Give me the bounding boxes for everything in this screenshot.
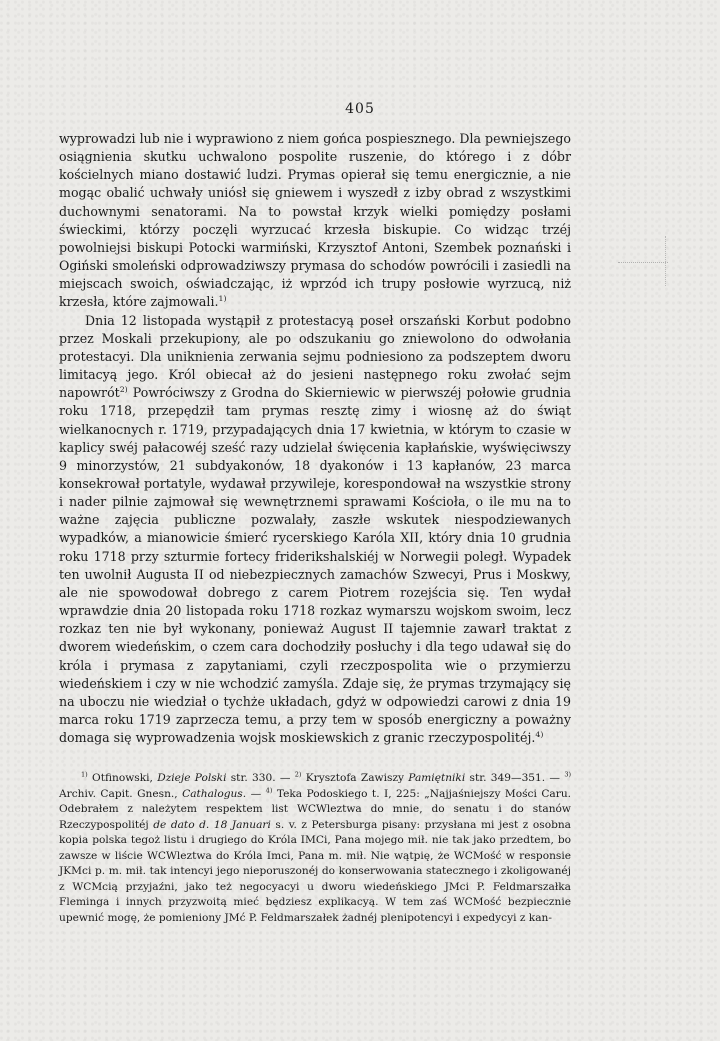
- paragraph-2: [59, 312, 571, 748]
- footnote-1-title: Dzieje Polski: [157, 772, 227, 784]
- footnote-2-title: Pamiętniki: [408, 772, 466, 784]
- footnote-ref-2[interactable]: 2): [119, 385, 128, 394]
- footnote-mark-3: 3): [564, 770, 572, 779]
- footnote-3-title: Cathalogus.: [182, 787, 247, 800]
- paragraph-1: [59, 130, 571, 312]
- footnote-4-text-b: s. v. z Petersburga pisany: przysłana mi jest z osobna kopia polska tegoż listu i drugiego do Króla IMCi, Pana mojego mił. nie tak jako przedtem, bo zawsze w liście WCWleztwa do Króla Imci, Pana m. mił. Nie wątpię, że WCMość w responsie JKMci p. m. mił. tak intencyi jego nieporuszonéj do konserwowania statecznego i zkoligowanéj z WCMcią przyjaźni, jako też negocyacyi u dworu wiedeńskiego JMci P. Feldmarszałka Fleminga i innych przyzwoitą mieć będziesz explikacyą. W tem zaś WCMość bezpiecznie upewnić mogę, że pomieniony JMć P. Feldmarszałek żadnéj plenipotencyi i expedycyi z kan-: [59, 818, 571, 924]
- footnote-3-ref: —: [250, 787, 262, 800]
- paragraph-1-text: wyprowadzi lub nie i wyprawiono z niem gońca pospiesznego. Dla pewniejszego osiągnienia skutku uchwalono pospolite ruszenie, do którego i z dóbr kościelnych miano dostawić ludzi. Prymas opierał się temu energicznie, a nie mogąc obalić uchwały uniósł się gniewem i wyszedł z izby obrad z wszystkimi duchownymi senatorami. Na to powstał krzyk wielki pomiędzy posłami świeckimi, którzy poczęli wyrzucać krzesła biskupie. Co widząc trzéj powolniejsi biskupi Potocki warmiński, Krzysztof Antoni, Szembek poznański i Ogiński smoleński odprowadziwszy prymasa do schodów powrócili i zasiedli na miejscach swoich, oświadczając, iż wprzód ich trupy posłowie wyrzucą, niż krzesła, które zajmowali.: [59, 131, 571, 310]
- paragraph-2-text-a: Dnia 12 listopada wystąpił z protestacyą poseł orszański Korbut podobno przez Moskali przekupiony, ale po odszukaniu go zniewolono do odwołania protestacyi. Dla uniknienia zerwania sejmu podniesiono za podszeptem dworu limitacyą jego. Król obiecał aż do jesieni następnego roku zwołać sejm napowrót: [59, 312, 571, 401]
- margin-pencil-mark-vertical: [665, 236, 667, 286]
- footnote-1-ref: str. 330. —: [230, 772, 291, 784]
- footnote-block: [59, 771, 571, 926]
- footnote-4-text-a: Teka Podoskiego t. I, 225: „Najjaśniejszy Mości Caru. Odebrałem z należytem respektem list WCWleztwa do mnie, do senatu i do stanów Rzeczypospolitéj: [59, 787, 572, 831]
- main-text: [59, 130, 571, 747]
- footnote-ref-1[interactable]: 1): [218, 294, 227, 304]
- footnote-2-author: Krysztofa Zawiszy: [305, 772, 405, 784]
- margin-pencil-mark: [618, 262, 668, 265]
- footnote-2-ref: str. 349—351. —: [469, 772, 561, 784]
- footnote-mark-1: 1): [81, 770, 88, 779]
- paragraph-2-text-b: Powróciwszy z Grodna do Skierniewic w pierwszéj połowie grudnia roku 1718, przepędził tam prymas resztę zimy i wiosnę aż do świąt wielkanocnych r. 1719, przypadających dnia 17 kwietnia, w którym to czasie w kaplicy swéj pałacowéj sześć razy udzielał święcenia kapłańskie, wyświęciwszy 9 minorzystów, 21 subdyakonów, 18 dyakonów i 13 kapłanów, 23 marca konsekrował portatyle, wydawał przywileje, korespondował na wszystkie strony i nader pilnie zajmował się wewnętrznemi sprawami Kościoła, o ile mu na to ważne zajęcia publiczne pozwalały, zaszłe wskutek niespodziewanych wypadków, a mianowicie śmierć rycerskiego Karóla XII, który dnia 10 grudnia roku 1718 przy szturmie fortecy friderikshalskiéj w Norwegii poległ. Wypadek ten uwolnił Augusta II od niebezpiecznych zamachów Szwecyi, Prus i Moskwy, ale nie spowodował dobrego z carem Piotrem rozejścia się. Ten wydał wprawdzie dnia 20 listopada roku 1718 rozkaz wymarszu wojskom swoim, lecz rozkaz ten nie był wykonany, ponieważ August II tajemnie zawarł traktat z dworem wiedeńskim, o czem cara dochodziły posłuchy i dla tego udawał się do króla i prymasa z zapytaniami, czyli rzeczpospolita wie o przymierzu wiedeńskiem i czy w nie wchodzić zamyśla. Zdaje się, że prymas trzymający się na uboczu nie wiedział o tychże układach, gdyż w odpowiedzi carowi z dnia 19 marca roku 1719 zaprzecza temu, a przy tem w sposób energiczny a poważny domaga się wyprowadzenia wojsk moskiewskich z granic rzeczypospolitéj.: [59, 385, 571, 746]
- footnote-1-author: Otfinowski,: [92, 772, 153, 784]
- footnote-ref-4[interactable]: 4): [535, 729, 544, 739]
- footnote-4-title: de dato d. 18 Januari: [153, 818, 271, 831]
- footnotes: [59, 771, 571, 926]
- footnote-mark-4: 4): [265, 785, 273, 794]
- footnote-mark-2: 2): [294, 770, 302, 779]
- page-number: 405: [345, 101, 375, 117]
- footnote-3-author: Archiv. Capit. Gnesn.,: [59, 787, 178, 800]
